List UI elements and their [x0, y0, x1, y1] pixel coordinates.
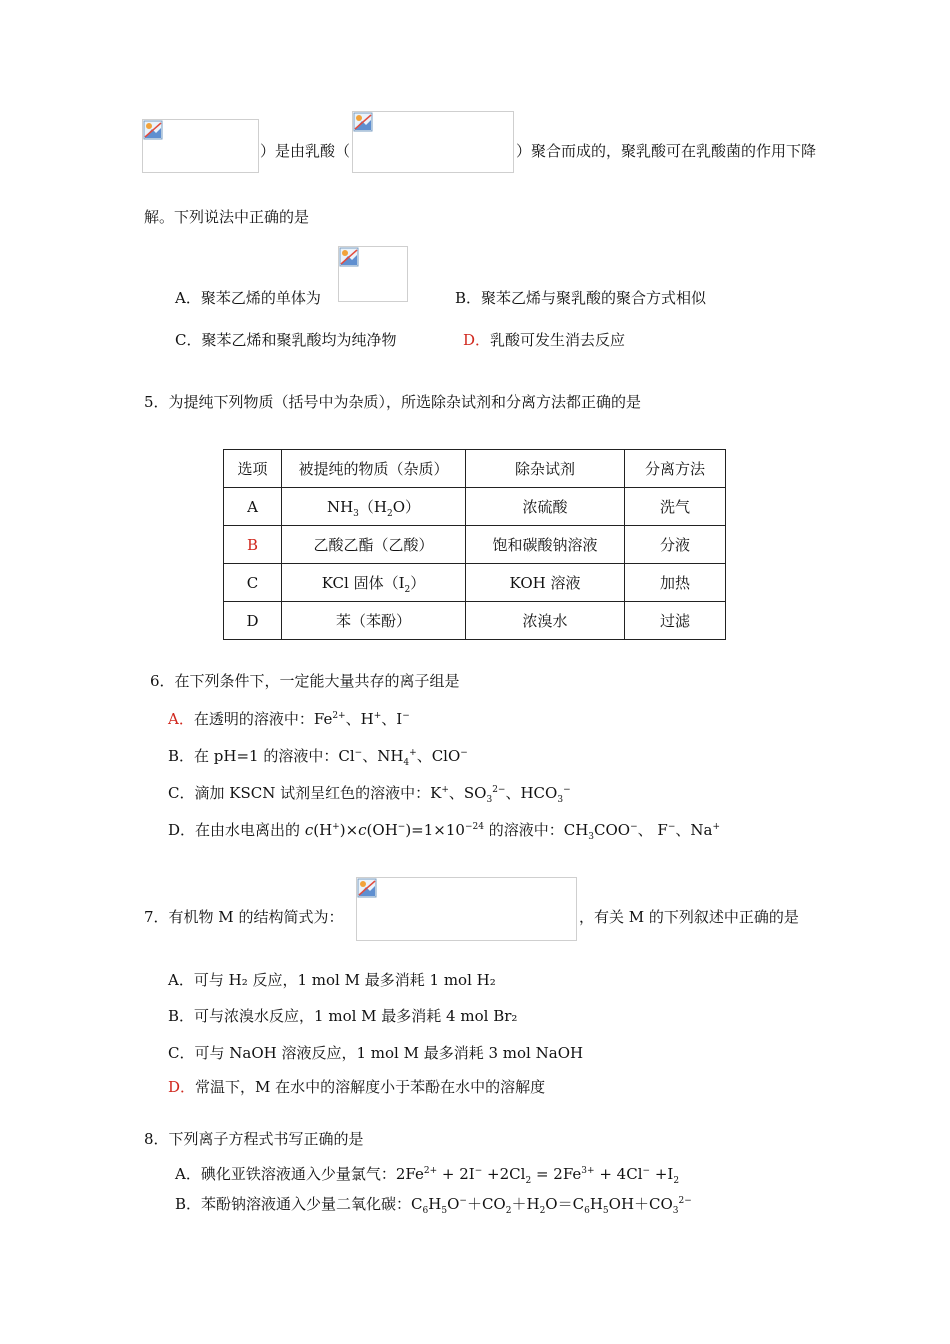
row-b-method: 分液	[625, 526, 726, 564]
q7-stem: 7．有机物 M 的结构简式为：	[144, 908, 344, 926]
monomer-image	[338, 246, 408, 302]
row-d-option: D	[224, 602, 282, 640]
broken-image-icon	[353, 112, 373, 132]
q4-option-b: B．聚苯乙烯与聚乳酸的聚合方式相似	[455, 289, 707, 307]
polystyrene-image	[142, 119, 259, 173]
q6-stem: 6．在下列条件下，一定能大量共存的离子组是	[150, 672, 460, 690]
header-option: 选项	[224, 450, 282, 488]
table-row	[224, 488, 726, 526]
row-a-option: A	[224, 488, 282, 526]
table-row	[224, 564, 726, 602]
header-substance: 被提纯的物质（杂质）	[282, 450, 466, 488]
row-c-substance: KCl 固体$(I_2)$	[282, 564, 466, 602]
row-d-reagent: 浓溴水	[466, 602, 625, 640]
table-header-row	[224, 450, 726, 488]
row-b-substance: 乙酸乙酯（乙酸）	[282, 526, 466, 564]
table-row	[224, 602, 726, 640]
lactic-acid-image	[352, 111, 514, 173]
header-method: 分离方法	[625, 450, 726, 488]
row-a-reagent: 浓硫酸	[466, 488, 625, 526]
row-c-method: 加热	[625, 564, 726, 602]
q7-option-c: C．可与 NaOH 溶液反应，1 mol M 最多消耗 3 mol NaOH	[168, 1044, 584, 1062]
header-reagent: 除杂试剂	[466, 450, 625, 488]
row-b-option: B	[224, 526, 282, 564]
row-d-substance: 苯（苯酚）	[282, 602, 466, 640]
q8-option-b: B．苯酚钠溶液通入少量二氧化碳：$C_6H_5O^-+CO_2+H_2O=C_6H_5OH+CO_3^{2-}$	[175, 1195, 692, 1216]
table-row	[224, 526, 726, 564]
q4-option-a: A．聚苯乙烯的单体为	[175, 289, 321, 307]
q6-option-d: D．在由水电离出的 $c(H^+)\times c(OH^-)=1\times 10^{-24}$ 的溶液中：$CH_3COO^-$、 F−、Na+	[168, 821, 720, 842]
row-c-reagent: KOH 溶液	[466, 564, 625, 602]
row-b-reagent: 饱和碳酸钠溶液	[466, 526, 625, 564]
structure-m-image	[356, 877, 577, 941]
q8-option-a: A．碘化亚铁溶液通入少量氯气：$2Fe^{2+} + 2I^- +2Cl_2 = 2Fe^{3+} + 4Cl^- +I_2$	[175, 1165, 680, 1186]
row-a-substance: $NH_3(H_2O)$	[282, 488, 466, 526]
q4-option-c: C．聚苯乙烯和聚乳酸均为纯净物	[175, 331, 397, 349]
q7-option-a: A．可与 H₂ 反应，1 mol M 最多消耗 1 mol H₂	[168, 971, 496, 989]
broken-image-icon	[357, 878, 377, 898]
q6-option-b: B．在 pH=1 的溶液中：Cl−、$NH_4^+$、ClO−	[168, 747, 468, 768]
purification-table	[223, 449, 726, 640]
q8-stem: 8．下列离子方程式书写正确的是	[144, 1130, 364, 1148]
q6-option-c: C．滴加 KSCN 试剂呈红色的溶液中：K+、$SO_3^{2-}$、$HCO_3^-$	[168, 784, 571, 805]
q4-option-d: D．乳酸可发生消去反应	[463, 331, 626, 349]
row-c-option: C	[224, 564, 282, 602]
q4-line1-end: ）聚合而成的，聚乳酸可在乳酸菌的作用下降	[516, 142, 817, 160]
row-a-method: 洗气	[625, 488, 726, 526]
row-d-method: 过滤	[625, 602, 726, 640]
q4-line1-mid: ）是由乳酸（	[260, 142, 351, 160]
q4-line2: 解。下列说法中正确的是	[144, 208, 310, 226]
q6-option-a: A．在透明的溶液中：$Fe^{2+}$、H+、I−	[168, 710, 410, 728]
broken-image-icon	[143, 120, 163, 140]
q7-option-d: D．常温下，M 在水中的溶解度小于苯酚在水中的溶解度	[168, 1078, 546, 1096]
q7-stem-end: ，有关 M 的下列叙述中正确的是	[579, 908, 799, 926]
q7-option-b: B．可与浓溴水反应，1 mol M 最多消耗 4 mol Br₂	[168, 1007, 518, 1025]
q5-stem: 5．为提纯下列物质（括号中为杂质），所选除杂试剂和分离方法都正确的是	[144, 393, 642, 411]
broken-image-icon	[339, 247, 359, 267]
